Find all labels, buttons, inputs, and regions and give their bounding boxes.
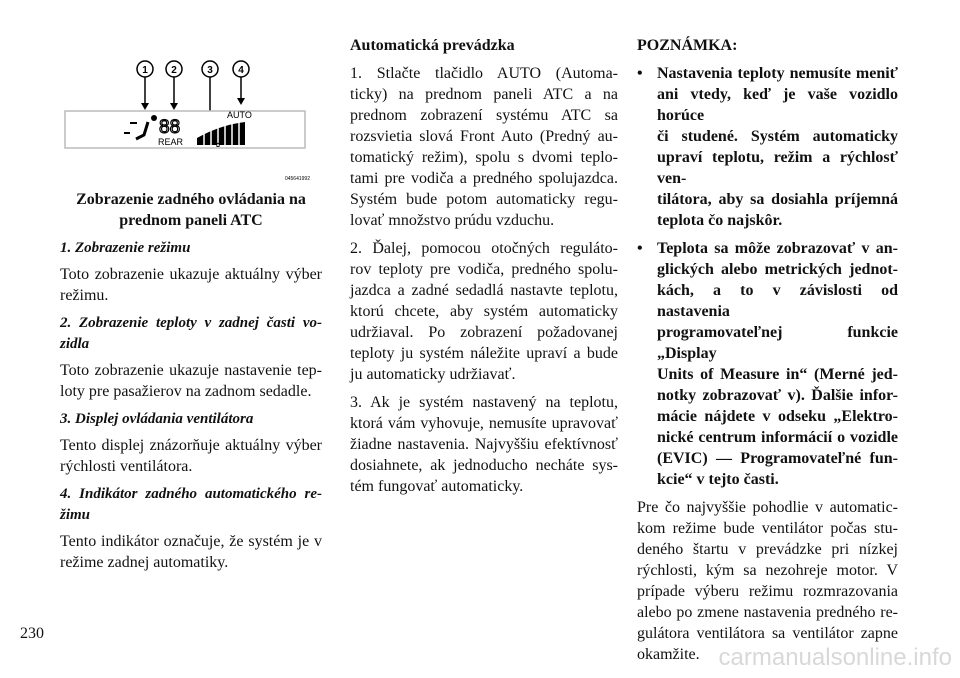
bullet-item <box>637 238 898 490</box>
section-heading <box>60 238 322 259</box>
text-line: mácie nájdete v odseku „Elektro- <box>657 408 898 425</box>
fan-icon: ✿ <box>215 143 221 149</box>
text-line: Systém bude potom automaticky regu- <box>350 191 618 208</box>
text-line: udržiaval. Po zobrazení požadovanej <box>350 324 618 341</box>
text-line: rov teploty pre vodiča, predného spolu- <box>350 261 618 278</box>
svg-text:1: 1 <box>142 65 148 76</box>
text-line: alebo po zmene nastavenia predného re- <box>637 604 898 621</box>
text-line: POZNÁMKA: <box>637 37 738 54</box>
text-line: rýchlosti ventilátora. <box>60 458 193 475</box>
figure-caption <box>60 189 322 231</box>
text-line: 2. Ďalej, pomocou otočných reguláto- <box>350 240 618 257</box>
svg-text:3: 3 <box>207 65 213 76</box>
text-line: režimu. <box>60 287 109 304</box>
text-line: kom režime bude ventilátor počas stu- <box>637 520 898 537</box>
text-line: prednom paneli ATC <box>119 212 263 229</box>
text-line: ktorú chcete, aby systém automaticky <box>350 303 618 320</box>
text-line: režime zadnej automatiky. <box>60 554 229 571</box>
text-line: 2. Zobrazenie teploty v zadnej časti vo- <box>60 315 322 331</box>
text-line: tilátora, aby sa dosiahla príjemná <box>657 191 898 208</box>
text-line: Toto zobrazenie ukazuje nastavenie tep- <box>60 362 322 379</box>
text-line: loty pre pasažierov na zadnom sedadle. <box>60 383 312 400</box>
paragraph <box>60 360 322 402</box>
text-line: Zobrazenie zadného ovládania na <box>76 191 306 208</box>
text-line: prípade výberu režimu rozmrazovania <box>637 583 898 600</box>
text-line: Automatická prevádzka <box>350 37 515 54</box>
watermark: carmanualsonline.info <box>718 644 952 671</box>
text-line: 3. Ak je systém nastavený na teplotu, <box>350 394 618 411</box>
text-line: gulátora ventilátora sa ventilátor zapne <box>637 625 898 642</box>
text-line: nické centrum informácií o vozidle <box>657 429 898 446</box>
text-line: programovateľnej funkcie „Display <box>657 324 898 362</box>
text-line: deného štartu v prevádzke pri nízkej <box>637 541 898 558</box>
rear-label: REAR <box>158 137 184 147</box>
svg-text:4: 4 <box>238 65 244 76</box>
text-line: 1. Stlačte tlačidlo AUTO (Automa- <box>350 65 618 82</box>
paragraph <box>637 497 898 665</box>
text-line: jazdca a zadné sedadlá nastavte teplotu, <box>350 282 618 299</box>
text-line: okamžite. <box>637 646 700 663</box>
paragraph <box>60 531 322 573</box>
callout-1 <box>137 61 153 110</box>
heading <box>350 35 618 56</box>
text-line: glických alebo metrických jednot- <box>657 261 898 278</box>
svg-text:2: 2 <box>171 65 177 76</box>
text-line: 1. Zobrazenie režimu <box>60 240 191 256</box>
text-line: prednom zobrazení systému ATC sa <box>350 107 618 124</box>
text-line: • Nastavenia teploty nemusíte meniť <box>637 63 898 84</box>
text-line: tém fungovať automaticky. <box>350 478 524 495</box>
text-line: lovať množstvo prúdu vzduchu. <box>350 212 555 229</box>
bullet-item <box>637 63 898 231</box>
display-frame <box>65 111 305 148</box>
page-number: 230 <box>20 625 44 642</box>
text-line: Toto zobrazenie ukazuje aktuálny výber <box>60 266 322 283</box>
figure-code: 045641992 <box>284 176 310 182</box>
section-heading <box>60 484 322 526</box>
callout-4 <box>233 61 249 105</box>
text-line: Pre čo najvyššie pohodlie v automatic- <box>637 499 898 516</box>
paragraph <box>350 63 618 231</box>
text-line: tomatický režim), spolu s dvomi teplo- <box>350 149 618 166</box>
text-line: Tento displej znázorňuje aktuálny výber <box>60 437 322 454</box>
text-line: ju automaticky udržiavať. <box>350 366 516 383</box>
column-left <box>60 189 322 580</box>
rear-atc-display-figure <box>60 55 320 185</box>
text-line: kcie“ v tejto časti. <box>657 471 779 488</box>
column-right <box>637 35 898 672</box>
text-line: • Teplota sa môže zobrazovať v an- <box>637 238 898 259</box>
text-line: tami pre vodiča a predného spolujazdca. <box>350 170 618 187</box>
column-middle <box>350 35 618 504</box>
section-heading <box>60 313 322 355</box>
text-line: kách, a to v závislosti od nastavenia <box>657 282 898 320</box>
text-line: dosiahnete, ak jednoducho necháte sys- <box>350 457 618 474</box>
text-line: ani vtedy, keď je vaše vozidlo horúce <box>657 86 898 124</box>
text-line: zidla <box>60 336 90 352</box>
text-line: rýchlosti, kým sa nezohreje motor. V <box>637 562 898 579</box>
text-line: Tento indikátor označuje, že systém je v <box>60 533 322 550</box>
text-line: ktorá vám vyhovuje, nemusíte upravovať <box>350 415 618 432</box>
text-line: ticky) na prednom paneli ATC a na <box>350 86 618 103</box>
text-line: Units of Measure in“ (Merné jed- <box>657 366 898 383</box>
text-line: (EVIC) — Programovateľné fun- <box>657 450 898 467</box>
callout-2 <box>166 61 182 110</box>
paragraph <box>350 238 618 385</box>
section-heading <box>60 409 322 430</box>
text-line: teplota čo najskôr. <box>657 212 783 229</box>
text-line: upraví teplotu, režim a rýchlosť ven- <box>657 149 898 187</box>
text-line: či studené. Systém automaticky <box>657 128 898 145</box>
paragraph <box>60 435 322 477</box>
rear-temp-digits: 88 <box>159 117 181 138</box>
text-line: notky zobrazovať v). Ďalšie infor- <box>657 387 898 404</box>
heading <box>637 35 898 56</box>
text-line: teploty ju systém náležite upraví a bude <box>350 345 618 362</box>
paragraph <box>60 264 322 306</box>
text-line: žiadne nastavenia. Najvyššiu efektívnosť <box>350 436 618 453</box>
text-line: žimu <box>60 507 91 523</box>
text-line: 3. Displej ovládania ventilátora <box>60 411 254 427</box>
paragraph <box>350 392 618 497</box>
text-line: rozsvietia slová Front Auto (Predný au- <box>350 128 618 145</box>
auto-indicator: AUTO <box>227 110 252 120</box>
text-line: 4. Indikátor zadného automatického re- <box>60 486 322 502</box>
